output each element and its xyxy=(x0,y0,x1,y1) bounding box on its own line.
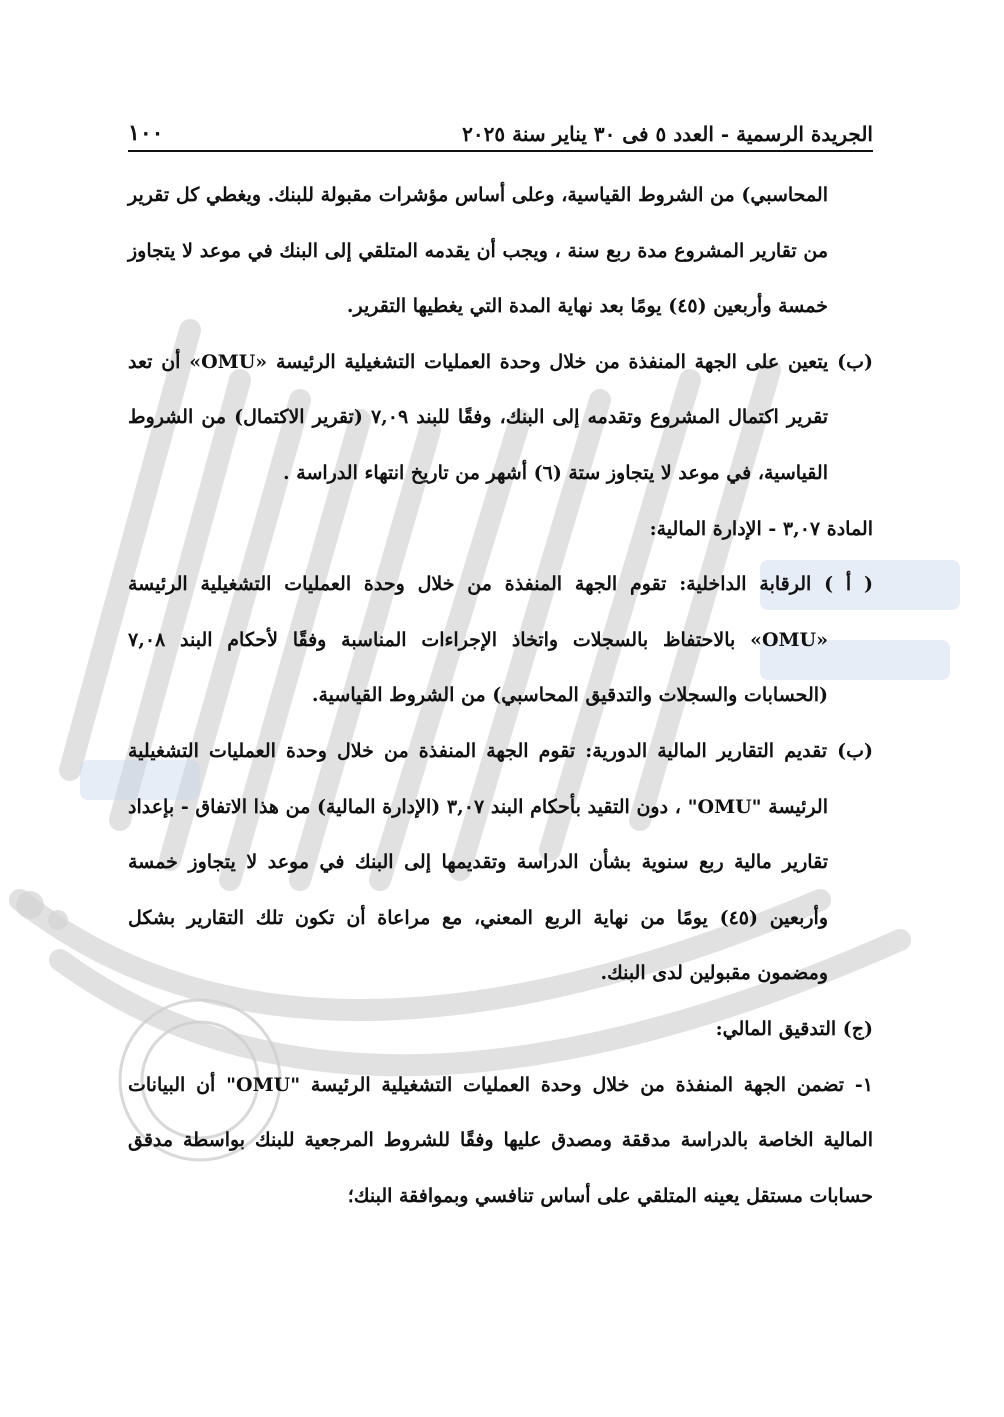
page-body xyxy=(128,168,873,1224)
paragraph-periodic-financial-reports: (ب) تقديم التقارير المالية الدورية: تقوم الجهة المنفذة من خلال وحدة العمليات التشغيلية الرئيسة "OMU" ، دون التقيد بأحكام البند ٣,٠٧ (الإدارة المالية) من هذا الاتفاق - بإعداد تقارير مالية ربع سنوية بشأن الدراسة وتقديمها إلى البنك في موعد لا يتجاوز خمسة وأربعين (٤٥) يومًا من نهاية الربع المعني، مع مراعاة أن تكون تلك التقارير بشكل ومضمون مقبولين لدى البنك. xyxy=(128,739,873,985)
page-number: ١٠٠ xyxy=(128,120,164,146)
paragraph-completion-report: (ب) يتعين على الجهة المنفذة من خلال وحدة العمليات التشغيلية الرئيسة «OMU» أن تعد تقرير اكتمال المشروع وتقدمه إلى البنك، وفقًا للبند ٧,٠٩ (تقرير الاكتمال) من الشروط القياسية، في موعد لا يتجاوز ستة (٦) أشهر من تاريخ انتهاء الدراسة . xyxy=(128,350,873,484)
paragraph-audit-clause-1: ١- تضمن الجهة المنفذة من خلال وحدة العمليات التشغيلية الرئيسة "OMU" أن البيانات المالية الخاصة بالدراسة مدققة ومصدق عليها وفقًا للشروط المرجعية للبنك بواسطة مدقق حسابات مستقل يعينه المتلقي على أساس تنافسي وبموافقة البنك؛ xyxy=(128,1073,873,1207)
gazette-page xyxy=(128,110,873,1224)
article-heading-financial-management: المادة ٣,٠٧ - الإدارة المالية: xyxy=(649,517,873,540)
paragraph-internal-control: ( أ ) الرقابة الداخلية: تقوم الجهة المنفذة من خلال وحدة العمليات التشغيلية الرئيسة «OMU» بالاحتفاظ بالسجلات واتخاذ الإجراءات المناسبة وفقًا لأحكام البند ٧,٠٨ (الحسابات والسجلات والتدقيق المحاسبي) من الشروط القياسية. xyxy=(128,573,873,707)
paragraph-reports-continued: المحاسبي) من الشروط القياسية، وعلى أساس مؤشرات مقبولة للبنك. ويغطي كل تقرير من تقارير المشروع مدة ربع سنة ، ويجب أن يقدمه المتلقي إلى البنك في موعد لا يتجاوز خمسة وأربعين (٤٥) يومًا بعد نهاية المدة التي يغطيها التقرير. xyxy=(128,184,828,318)
subheading-financial-audit: (ج) التدقيق المالي: xyxy=(715,1017,873,1040)
page-header xyxy=(128,110,873,152)
header-title: الجريدة الرسمية - العدد ٥ فى ٣٠ يناير سنة ٢٠٢٥ xyxy=(462,122,873,146)
